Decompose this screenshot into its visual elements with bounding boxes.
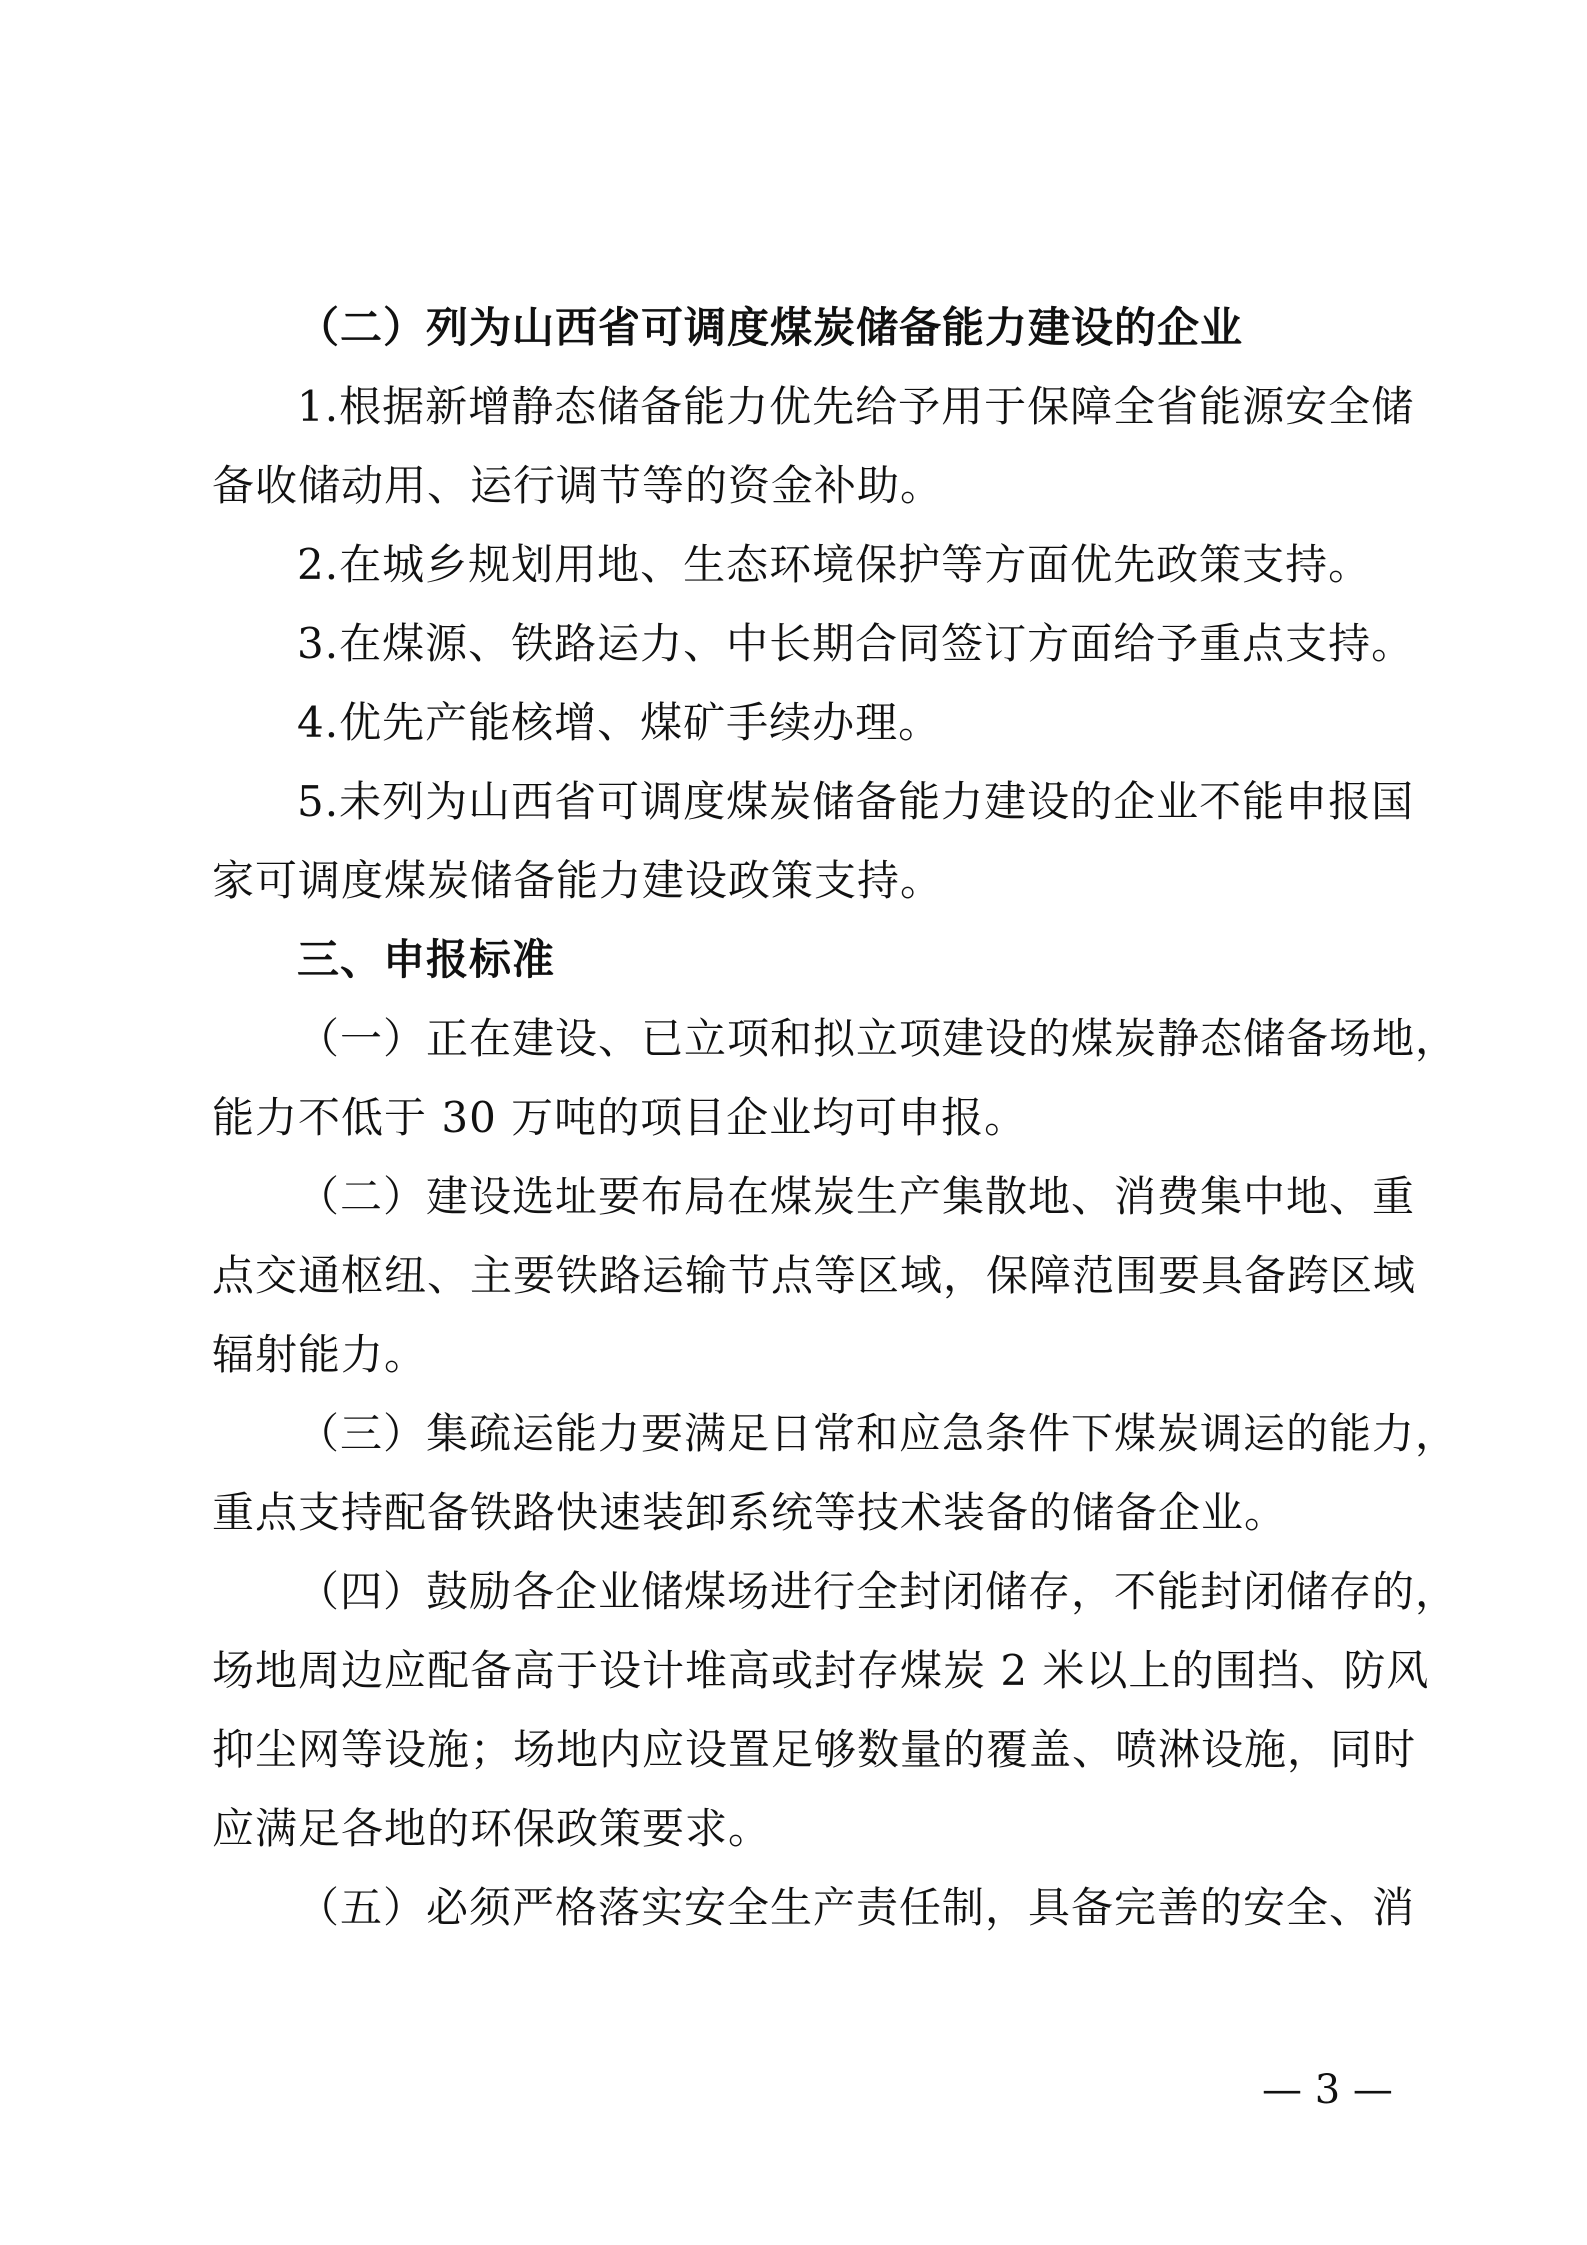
paragraph-line: 3.在煤源、铁路运力、中长期合同签订方面给予重点支持。 — [297, 619, 1415, 668]
paragraph-line: （一）正在建设、已立项和拟立项建设的煤炭静态储备场地， — [297, 1014, 1459, 1063]
paragraph-line: （二）建设选址要布局在煤炭生产集散地、消费集中地、重 — [297, 1172, 1416, 1221]
paragraph-line: 应满足各地的环保政策要求。 — [212, 1804, 772, 1853]
paragraph-line: 抑尘网等设施；场地内应设置足够数量的覆盖、喷淋设施，同时 — [212, 1725, 1417, 1774]
paragraph-line: 5.未列为山西省可调度煤炭储备能力建设的企业不能申报国 — [297, 777, 1415, 826]
subsection-heading: （二）列为山西省可调度煤炭储备能力建设的企业 — [297, 303, 1244, 352]
paragraph-line: 2.在城乡规划用地、生态环境保护等方面优先政策支持。 — [297, 540, 1372, 589]
page-number: — 3 — — [1262, 2067, 1393, 2113]
paragraph-line: 1.根据新增静态储备能力优先给予用于保障全省能源安全储 — [297, 382, 1415, 431]
paragraph-line: 点交通枢纽、主要铁路运输节点等区域，保障范围要具备跨区域 — [212, 1251, 1417, 1300]
paragraph-line: （四）鼓励各企业储煤场进行全封闭储存，不能封闭储存的， — [297, 1567, 1459, 1616]
paragraph-line: （五）必须严格落实安全生产责任制，具备完善的安全、消 — [297, 1883, 1416, 1932]
paragraph-line: 场地周边应配备高于设计堆高或封存煤炭 2 米以上的围挡、防风 — [212, 1646, 1430, 1695]
paragraph-line: 能力不低于 30 万吨的项目企业均可申报。 — [212, 1093, 1028, 1142]
paragraph-line: 4.优先产能核增、煤矿手续办理。 — [297, 698, 942, 747]
section-heading: 三、申报标准 — [297, 935, 556, 984]
paragraph-line: 备收储动用、运行调节等的资金补助。 — [212, 461, 944, 510]
paragraph-line: 重点支持配备铁路快速装卸系统等技术装备的储备企业。 — [212, 1488, 1288, 1537]
paragraph-line: 家可调度煤炭储备能力建设政策支持。 — [212, 856, 944, 905]
paragraph-line: 辐射能力。 — [212, 1330, 428, 1379]
paragraph-line: （三）集疏运能力要满足日常和应急条件下煤炭调运的能力， — [297, 1409, 1459, 1458]
